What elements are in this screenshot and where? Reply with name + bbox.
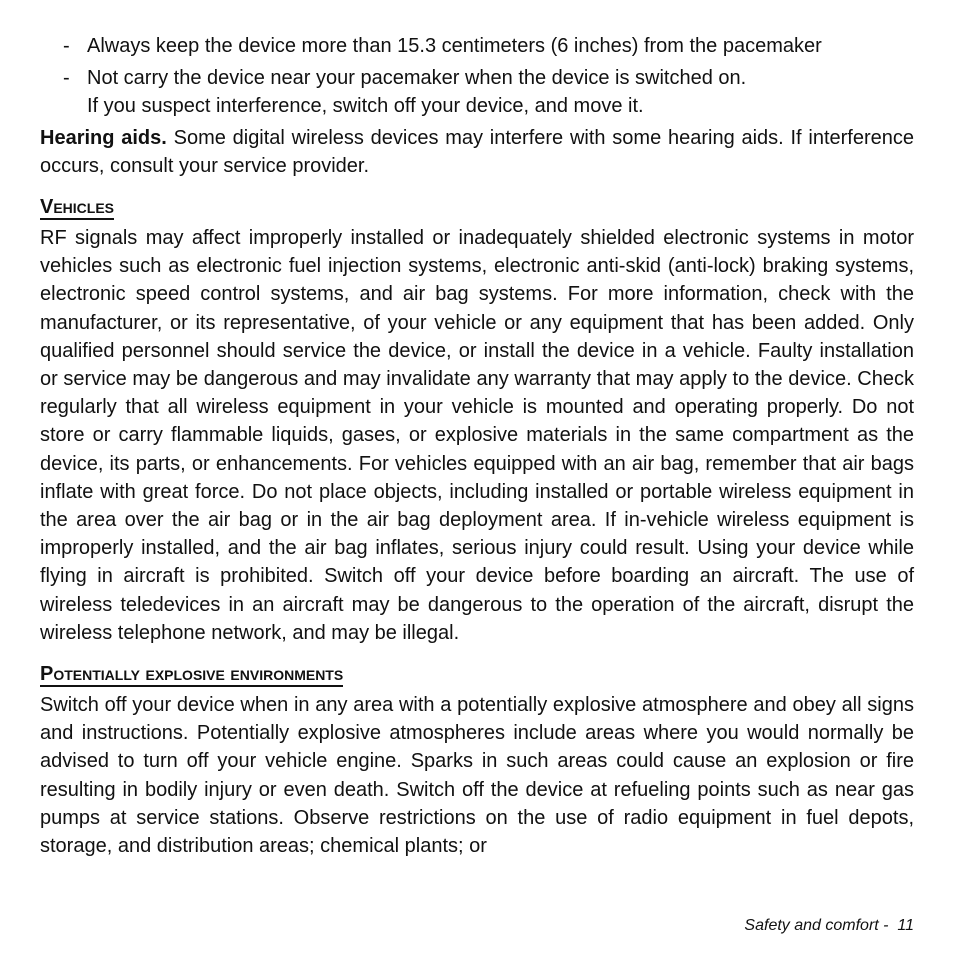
footer-separator: - bbox=[878, 917, 898, 934]
vehicles-paragraph: RF signals may affect improperly installed or inadequately shielded electronic systems in motor vehicles such as electronic fuel injection systems, electronic anti-skid (anti-lock) braking systems, electronic speed control systems, and air bag systems. For more information, check with the manufacturer, or its representative, of your vehicle or any equipment that has been added. Only qualified personnel should service the device, or install the device in a vehicle. Faulty installation or service may be dangerous and may invalidate any warranty that may apply to the device. Check regularly that all wireless equipment in your vehicle is mounted and operating properly. Do not store or carry flammable liquids, gases, or explosive materials in the same compartment as the device, its parts, or enhancements. For vehicles equipped with an air bag, remember that air bags inflate with great force. Do not place objects, including installed or portable wireless equipment in the area over the air bag or in the air bag deployment area. If in-vehicle wireless equipment is improperly installed, and the air bag inflates, serious injury could result. Using your device while flying in aircraft is prohibited. Switch off your device before boarding an aircraft. The use of wireless teledevices in an aircraft may be dangerous to the operation of the aircraft, disrupt the wireless telephone network, and may be illegal. bbox=[40, 226, 914, 644]
bullet-dash: - bbox=[63, 35, 70, 57]
footer-section-title: Safety and comfort bbox=[744, 917, 879, 934]
explosive-environments-paragraph: Switch off your device when in any area with a potentially explosive atmosphere and obey all signs and instructions. Potentially explosive atmospheres include areas where you would normally be advised to turn off your vehicle engine. Sparks in such areas could cause an explosion or fire resulting in bodily injury or even death. Switch off the device at refueling points such as near gas pumps at service stations. Observe restrictions on the use of radio equipment in fuel depots, storage, and distribution areas; chemical plants; or bbox=[40, 693, 914, 857]
section-heading-text: Potentially explosive environments bbox=[40, 662, 344, 685]
bullet-item bbox=[40, 64, 914, 121]
hearing-aids-text: Some digital wireless devices may interfere with some hearing aids. If interference occurs, consult your service provider. bbox=[40, 126, 914, 177]
section-heading-vehicles bbox=[40, 195, 914, 220]
bullet-item bbox=[40, 32, 914, 61]
page-number: 11 bbox=[897, 917, 914, 934]
pacemaker-bullet-list bbox=[40, 32, 914, 121]
hearing-aids-paragraph bbox=[40, 124, 914, 180]
document-page bbox=[40, 32, 914, 860]
bullet-text: Not carry the device near your pacemaker when the device is switched on. bbox=[87, 66, 747, 89]
bullet-text: Always keep the device more than 15.3 centimeters (6 inches) from the pacemaker bbox=[87, 35, 822, 57]
page-footer bbox=[744, 917, 914, 935]
section-heading-explosive-environments bbox=[40, 662, 914, 687]
bullet-dash: - bbox=[63, 66, 70, 89]
bullet-text-continuation: If you suspect interference, switch off your device, and move it. bbox=[87, 95, 644, 117]
hearing-aids-lead: Hearing aids. bbox=[40, 126, 167, 149]
section-heading-text: Vehicles bbox=[40, 195, 115, 218]
